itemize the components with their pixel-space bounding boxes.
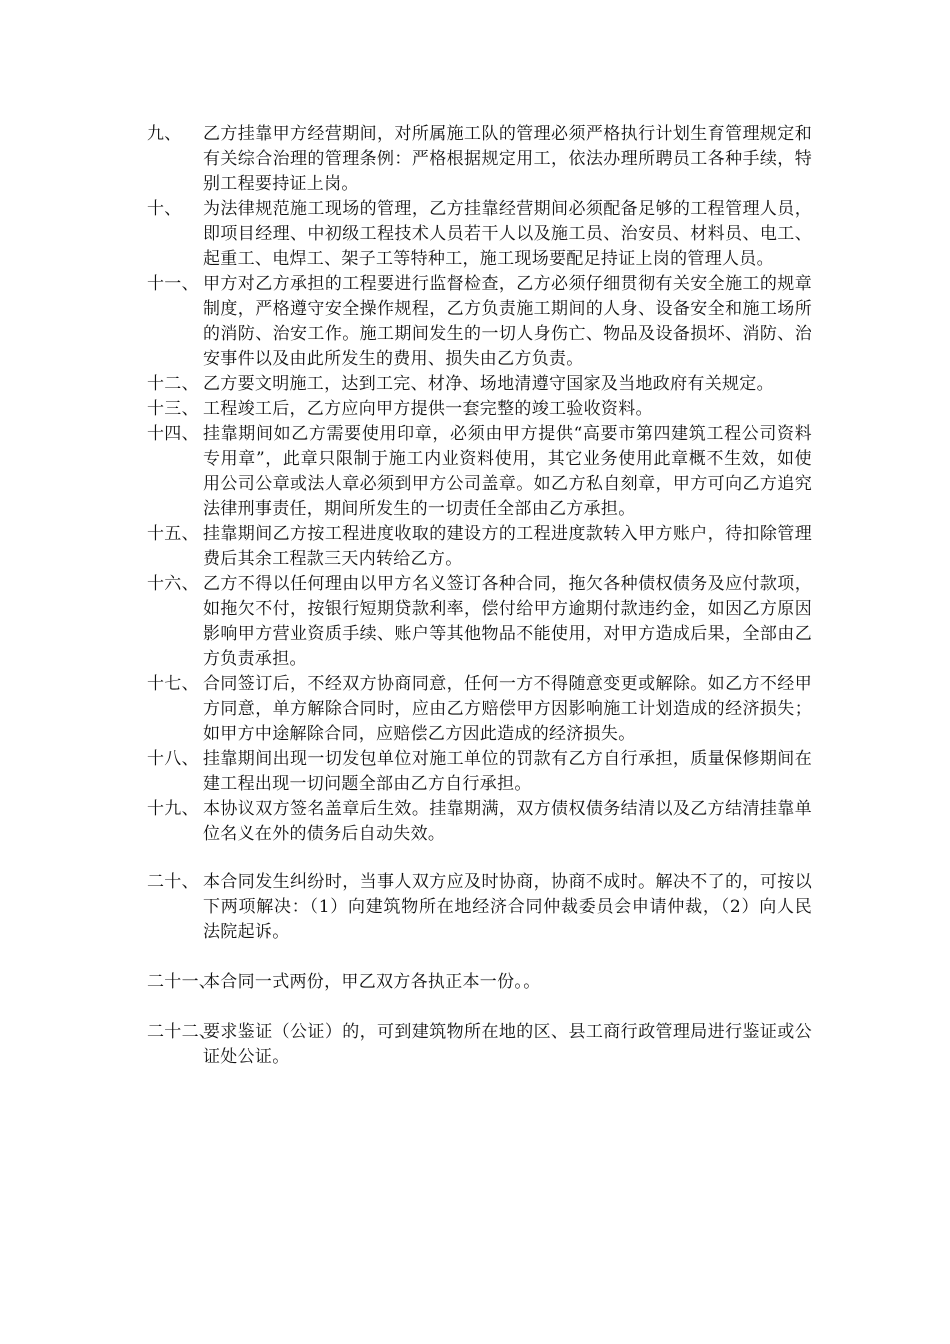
clause-text: 要求鉴证（公证）的，可到建筑物所在地的区、县工商行政管理局进行鉴证或公证处公证。 [203,1022,812,1067]
clause-16 [147,572,812,672]
clause-number: 十九、 [147,799,199,819]
clause-number: 十六、 [147,574,199,594]
clause-text: 为法律规范施工现场的管理，乙方挂靠经营期间必须配备足够的工程管理人员，即项目经理、中初级工程技术人员若干人以及施工员、治安员、材料员、电工、起重工、电焊工、架子工等特种工，施工现场要配足持证上岗的管理人员。 [203,199,812,269]
clause-number: 十八、 [147,749,199,769]
clause-number: 二十、 [147,872,199,892]
clause-number: 九、 [147,124,182,144]
clause-18 [147,747,812,797]
clause-19 [147,797,812,847]
clause-number: 十一、 [147,274,199,294]
clause-text: 挂靠期间出现一切发包单位对施工单位的罚款有乙方自行承担，质量保修期间在建工程出现一切问题全部由乙方自行承担。 [203,749,812,794]
clause-text: 本合同一式两份，甲乙双方各执正本一份。。 [203,972,541,992]
clause-text: 工程竣工后，乙方应向甲方提供一套完整的竣工验收资料。 [203,399,653,419]
clause-13 [147,397,812,422]
clause-15 [147,522,812,572]
clause-text: 乙方不得以任何理由以甲方名义签订各种合同，拖欠各种债权债务及应付款项，如拖欠不付，按银行短期贷款利率，偿付给甲方逾期付款违约金，如因乙方原因影响甲方营业资质手续、账户等其他物品不能使用，对甲方造成后果，全部由乙方负责承担。 [203,574,812,669]
clause-9 [147,122,812,197]
clause-text: 乙方要文明施工，达到工完、材净、场地清遵守国家及当地政府有关规定。 [203,374,774,394]
clause-number: 十七、 [147,674,199,694]
clause-14 [147,422,812,522]
clause-number: 二十一、 [147,972,217,992]
clause-text: 甲方对乙方承担的工程要进行监督检查，乙方必须仔细贯彻有关安全施工的规章制度，严格遵守安全操作规程，乙方负责施工期间的人身、设备安全和施工场所的消防、治安工作。施工期间发生的一切人身伤亡、物品及设备损坏、消防、治安事件以及由此所发生的费用、损失由乙方负责。 [203,274,812,369]
clause-number: 十三、 [147,399,199,419]
clause-number: 十二、 [147,374,199,394]
clause-number: 十、 [147,199,182,219]
clause-11 [147,272,812,372]
clause-12 [147,372,812,397]
clause-text: 挂靠期间乙方按工程进度收取的建设方的工程进度款转入甲方账户，待扣除管理费后其余工程款三天内转给乙方。 [203,524,812,569]
clause-number: 十五、 [147,524,199,544]
clause-22 [147,1020,812,1070]
clause-10 [147,197,812,272]
contract-clauses [147,122,812,1070]
clause-17 [147,672,812,747]
clause-text: 本协议双方签名盖章后生效。挂靠期满，双方债权债务结清以及乙方结清挂靠单位名义在外的债务后自动失效。 [203,799,812,844]
clause-text: 本合同发生纠纷时，当事人双方应及时协商，协商不成时。解决不了的，可按以下两项解决：（1）向建筑物所在地经济合同仲裁委员会申请仲裁，（2）向人民法院起诉。 [203,872,812,942]
clause-20 [147,870,812,945]
clause-text: 合同签订后，不经双方协商同意，任何一方不得随意变更或解除。如乙方不经甲方同意，单方解除合同时，应由乙方赔偿甲方因影响施工计划造成的经济损失；如甲方中途解除合同，应赔偿乙方因此造成的经济损失。 [203,674,812,744]
clause-number: 十四、 [147,424,199,444]
clause-text: 乙方挂靠甲方经营期间，对所属施工队的管理必须严格执行计划生育管理规定和有关综合治理的管理条例：严格根据规定用工，依法办理所聘员工各种手续，特别工程要持证上岗。 [203,124,812,194]
clause-21 [147,970,812,995]
clause-text: 挂靠期间如乙方需要使用印章，必须由甲方提供“高要市第四建筑工程公司资料专用章”，此章只限制于施工内业资料使用，其它业务使用此章概不生效，如使用公司公章或法人章必须到甲方公司盖章。如乙方私自刻章，甲方可向乙方追究法律刑事责任，期间所发生的一切责任全部由乙方承担。 [203,424,812,519]
clause-number: 二十二、 [147,1022,217,1042]
